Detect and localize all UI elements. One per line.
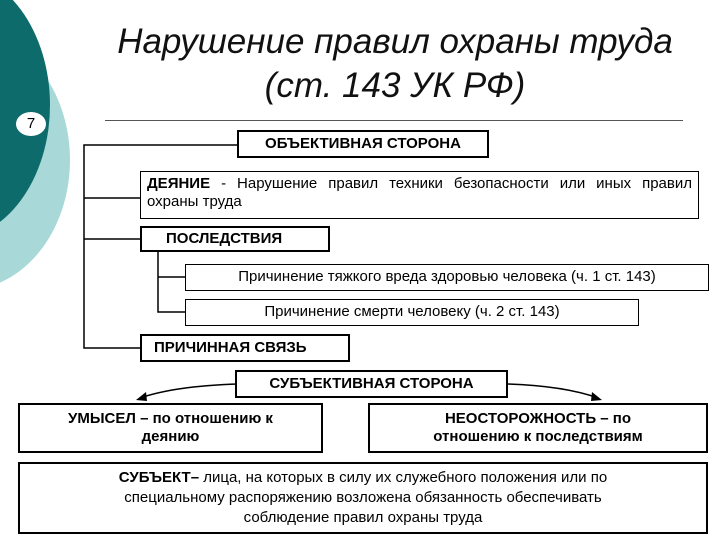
arrow-to-intent xyxy=(140,384,238,398)
arrow-to-negligence xyxy=(508,384,598,398)
consequences-label: ПОСЛЕДСТВИЯ xyxy=(166,230,283,247)
subject-text-line-2: специальному распоряжению возложена обязанность обеспечивать xyxy=(124,489,602,506)
causal-link-box xyxy=(140,334,350,362)
subject-box xyxy=(18,462,708,534)
arrowhead-negligence xyxy=(591,392,602,401)
negligence-line-1: НЕОСТОРОЖНОСТЬ – по xyxy=(444,410,632,427)
causal-link-label: ПРИЧИННАЯ СВЯЗЬ xyxy=(154,339,307,356)
act-description: - Нарушение правил техники безопасности или иных правил охраны труда xyxy=(147,175,692,210)
consequence-2-text: Причинение смерти человеку (ч. 2 ст. 143) xyxy=(264,303,560,320)
consequence-1-box xyxy=(185,264,709,291)
consequences-box xyxy=(140,226,330,252)
subject-text-line-3: соблюдение правил охраны труда xyxy=(243,509,483,526)
subjective-side-label: СУБЪЕКТИВНАЯ СТОРОНА xyxy=(269,375,474,392)
title-line-1: Нарушение правил охраны труда xyxy=(117,22,673,61)
title-line-2: (ст. 143 УК РФ) xyxy=(264,66,526,105)
subject-text-line-1: лица, на которых в силу их служебного положения или по xyxy=(199,469,608,486)
slide-number-badge: 7 xyxy=(14,110,48,138)
objective-side-label: ОБЪЕКТИВНАЯ СТОРОНА xyxy=(265,135,461,152)
negligence-line-2: отношению к последствиям xyxy=(433,428,643,445)
subject-line-1 xyxy=(20,468,706,488)
intent-box xyxy=(18,403,323,453)
consequence-1-text: Причинение тяжкого вреда здоровью человека (ч. 1 ст. 143) xyxy=(238,268,656,285)
consequence-2-box xyxy=(185,299,639,326)
objective-side-box xyxy=(237,130,489,158)
subject-term: СУБЪЕКТ– xyxy=(118,469,200,486)
act-term: ДЕЯНИЕ xyxy=(147,175,211,192)
connector-consequence-branch xyxy=(158,250,185,312)
intent-line-2: деянию xyxy=(141,428,200,445)
subjective-side-box xyxy=(235,370,508,398)
act-box xyxy=(140,171,699,219)
intent-line-1: УМЫСЕЛ – по отношению к xyxy=(68,410,273,427)
negligence-box xyxy=(368,403,708,453)
arrowhead-intent xyxy=(136,392,147,401)
